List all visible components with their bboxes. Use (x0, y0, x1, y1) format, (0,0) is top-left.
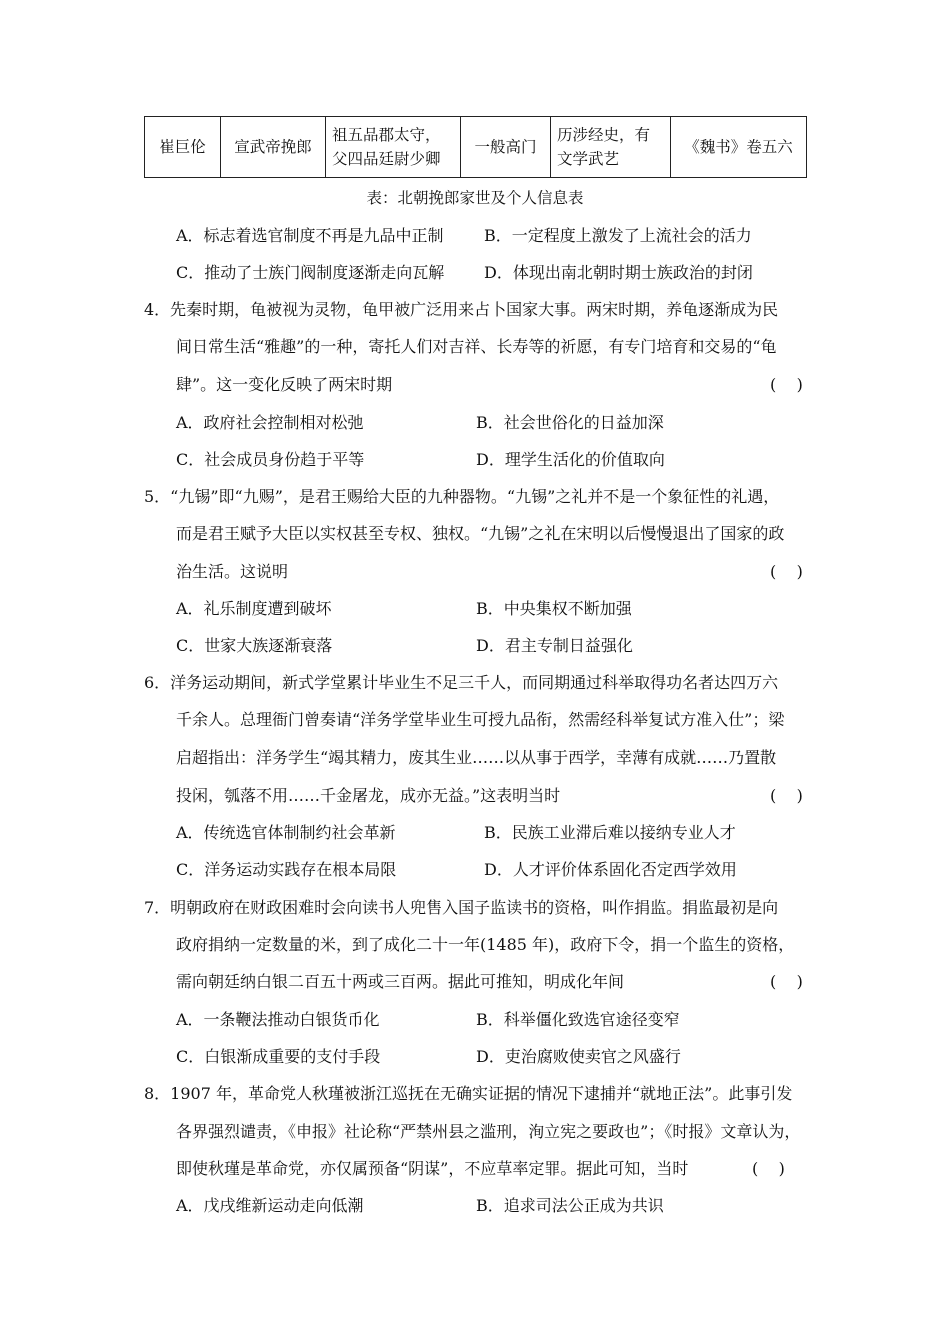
q7-stem-line-1: 7．明朝政府在财政困难时会向读书人兜售入国子监读书的资格，叫作捐监。捐监最初是向 (144, 898, 779, 917)
q7-option-b: B．科举僵化致选官途径变窄 (476, 1010, 680, 1029)
q5-option-d: D．君主专制日益强化 (476, 636, 633, 655)
q7-answer-bracket: ( ) (770, 972, 803, 991)
q4-option-a: A．政府社会控制相对松弛 (176, 413, 364, 432)
q4-option-d: D．理学生活化的价值取向 (476, 450, 665, 469)
q6-stem-line-3: 启超指出：洋务学生“竭其精力，废其生业……以从事于西学，幸薄有成就……乃置散 (176, 748, 777, 767)
q3-option-b: B．一定程度上激发了上流社会的活力 (484, 226, 752, 245)
q7-option-c: C．白银渐成重要的支付手段 (176, 1047, 381, 1066)
table-row (145, 117, 807, 178)
family-info-table (144, 116, 807, 178)
table-cell-family: 祖五品郡太守，父四品廷尉少卿 (326, 117, 461, 178)
q8-option-a: A．戊戌维新运动走向低潮 (176, 1196, 364, 1215)
q5-answer-bracket: ( ) (770, 562, 803, 581)
q4-option-b: B．社会世俗化的日益加深 (476, 413, 664, 432)
q7-option-d: D．吏治腐败使卖官之风盛行 (476, 1047, 681, 1066)
q8-option-b: B．追求司法公正成为共识 (476, 1196, 664, 1215)
q6-stem-line-4: 投闲，瓠落不用……千金屠龙，成亦无益。”这表明当时 (176, 786, 561, 805)
q4-answer-bracket: ( ) (770, 375, 803, 394)
q6-answer-bracket: ( ) (770, 786, 803, 805)
q6-stem-line-2: 千余人。总理衙门曾奏请“洋务学堂毕业生可授九品衔，然需经科举复试方准入仕”；梁 (176, 710, 785, 729)
q5-option-a: A．礼乐制度遭到破坏 (176, 599, 332, 618)
q3-option-d: D．体现出南北朝时期士族政治的封闭 (484, 263, 753, 282)
q6-option-c: C．洋务运动实践存在根本局限 (176, 860, 397, 879)
table-cell-name: 崔巨伦 (145, 117, 221, 178)
q5-stem-line-1: 5．“九锡”即“九赐”，是君王赐给大臣的九种器物。“九锡”之礼并不是一个象征性的礼遇， (144, 487, 780, 506)
q8-stem-line-2: 各界强烈谴责，《申报》社论称“严禁州县之滥刑，洵立宪之要政也”；《时报》文章认为， (176, 1122, 801, 1141)
q8-answer-bracket: ( ) (752, 1159, 785, 1178)
q8-stem-line-1: 8．1907 年，革命党人秋瑾被浙江巡抚在无确实证据的情况下逮捕并“就地正法”。此事引发 (144, 1084, 793, 1103)
q6-option-a: A．传统选官体制制约社会革新 (176, 823, 396, 842)
q5-stem-line-2: 而是君王赋予大臣以实权甚至专权、独权。“九锡”之礼在宋明以后慢慢退出了国家的政 (176, 524, 785, 543)
table-cell-ability: 历涉经史，有文学武艺 (551, 117, 671, 178)
q5-option-c: C．世家大族逐渐衰落 (176, 636, 333, 655)
q4-option-c: C．社会成员身份趋于平等 (176, 450, 365, 469)
table-cell-status: 一般高门 (461, 117, 551, 178)
q7-stem-line-3: 需向朝廷纳白银二百五十两或三百两。据此可推知，明成化年间 (176, 972, 625, 991)
table-caption: 表：北朝挽郎家世及个人信息表 (366, 189, 584, 207)
q6-stem-line-1: 6．洋务运动期间，新式学堂累计毕业生不足三千人，而同期通过科举取得功名者达四万六 (144, 673, 779, 692)
q8-stem-line-3: 即使秋瑾是革命党，亦仅属预备“阴谋”，不应草率定罪。据此可知，当时 (176, 1159, 689, 1178)
q7-stem-line-2: 政府捐纳一定数量的米，到了成化二十一年(1485 年)，政府下令，捐一个监生的资格， (176, 935, 795, 954)
q4-stem-line-3: 肆”。这一变化反映了两宋时期 (176, 375, 393, 394)
q5-stem-line-3: 治生活。这说明 (176, 562, 289, 581)
q4-stem-line-1: 4．先秦时期，龟被视为灵物，龟甲被广泛用来占卜国家大事。两宋时期，养龟逐渐成为民 (144, 300, 779, 319)
table-cell-title: 宣武帝挽郎 (221, 117, 326, 178)
q7-option-a: A．一条鞭法推动白银货币化 (176, 1010, 380, 1029)
q5-option-b: B．中央集权不断加强 (476, 599, 632, 618)
table-cell-source: 《魏书》卷五六 (671, 117, 807, 178)
q6-option-b: B．民族工业滞后难以接纳专业人才 (484, 823, 736, 842)
q6-option-d: D．人才评价体系固化否定西学效用 (484, 860, 737, 879)
q4-stem-line-2: 间日常生活“雅趣”的一种，寄托人们对吉祥、长寿等的祈愿，有专门培育和交易的“龟 (176, 337, 777, 356)
q3-option-c: C．推动了士族门阀制度逐渐走向瓦解 (176, 263, 445, 282)
q3-option-a: A．标志着选官制度不再是九品中正制 (176, 226, 444, 245)
